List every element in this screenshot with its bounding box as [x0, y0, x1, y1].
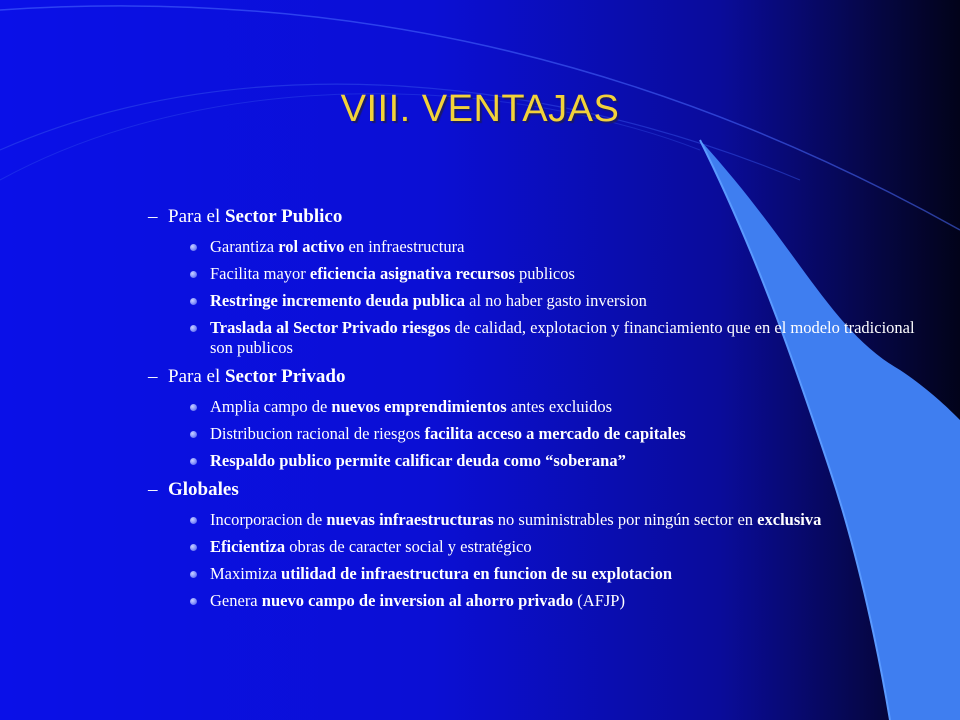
- list-item: Maximiza utilidad de infraestructura en funcion de su explotacion: [186, 564, 918, 584]
- section-sector-privado: [148, 364, 918, 471]
- bullet-list: [148, 237, 918, 358]
- bullet-dot: [190, 298, 197, 305]
- list-item: Garantiza rol activo en infraestructura: [186, 237, 918, 257]
- bullet-dot: [190, 544, 197, 551]
- section-heading: – Para el Sector Privado: [148, 364, 918, 390]
- dash-bullet: –: [148, 206, 158, 227]
- bullet-dot: [190, 458, 197, 465]
- bullet-dot: [190, 571, 197, 578]
- bullet-list: [148, 510, 918, 611]
- section-heading: – Globales: [148, 477, 918, 503]
- bullet-list: [148, 397, 918, 471]
- list-item: Eficientiza obras de caracter social y estratégico: [186, 537, 918, 557]
- list-item: Restringe incremento deuda publica al no haber gasto inversion: [186, 291, 918, 311]
- slide-content: [148, 204, 918, 611]
- slide-title: VIII. VENTAJAS: [340, 88, 620, 130]
- section-heading: – Para el Sector Publico: [148, 204, 918, 230]
- list-item: Genera nuevo campo de inversion al ahorro privado (AFJP): [186, 591, 918, 611]
- bullet-dot: [190, 271, 197, 278]
- section-globales: [148, 477, 918, 611]
- list-item: Traslada al Sector Privado riesgos de calidad, explotacion y financiamiento que en el modelo tradicional son publicos: [186, 318, 918, 358]
- list-item: Distribucion racional de riesgos facilita acceso a mercado de capitales: [186, 424, 918, 444]
- section-sector-publico: [148, 204, 918, 358]
- bullet-dot: [190, 404, 197, 411]
- bullet-dot: [190, 244, 197, 251]
- list-item: Facilita mayor eficiencia asignativa recursos publicos: [186, 264, 918, 284]
- list-item: Incorporacion de nuevas infraestructuras no suministrables por ningún sector en exclusiva: [186, 510, 918, 530]
- bullet-dot: [190, 598, 197, 605]
- list-item: Respaldo publico permite calificar deuda como “soberana”: [186, 451, 918, 471]
- dash-bullet: –: [148, 479, 158, 500]
- list-item: Amplia campo de nuevos emprendimientos antes excluidos: [186, 397, 918, 417]
- dash-bullet: –: [148, 366, 158, 387]
- bullet-dot: [190, 431, 197, 438]
- bullet-dot: [190, 325, 197, 332]
- bullet-dot: [190, 517, 197, 524]
